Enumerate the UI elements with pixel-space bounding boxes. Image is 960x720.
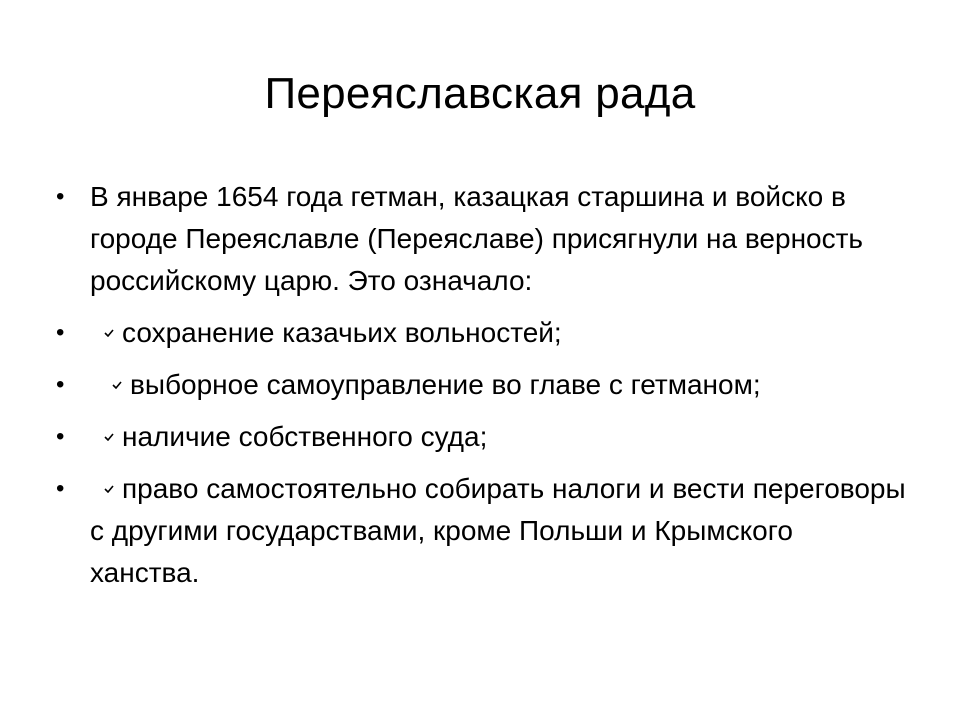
bullet-icon: •: [56, 371, 65, 398]
bullet-text: наличие собственного суда;: [122, 421, 488, 452]
bullet-item-court: [56, 416, 906, 458]
checkmark-icon: [104, 485, 114, 493]
bullet-icon: •: [56, 319, 65, 346]
bullet-text: право самостоятельно собирать налоги и вести переговоры с другими государствами, кроме Польши и Крымского ханства.: [90, 473, 906, 588]
checkmark-icon: [104, 329, 114, 337]
bullet-item-intro: [56, 176, 906, 302]
bullet-text: выборное самоуправление во главе с гетманом;: [130, 369, 761, 400]
bullet-icon: •: [56, 475, 65, 502]
slide-title: Переяславская рада: [264, 69, 696, 118]
bullet-icon: •: [56, 183, 65, 210]
bullet-item-liberties: [56, 312, 906, 354]
bullet-text: В январе 1654 года гетман, казацкая старшина и войско в городе Переяславле (Переяславе) присягнули на верность российскому царю. Это означало:: [90, 181, 864, 296]
bullet-item-taxes-diplomacy: [56, 468, 906, 594]
bullet-item-self-government: [56, 364, 906, 406]
checkmark-icon: [104, 433, 114, 441]
bullet-list: [56, 176, 906, 604]
bullet-text: сохранение казачьих вольностей;: [122, 317, 562, 348]
checkmark-icon: [112, 381, 122, 389]
bullet-icon: •: [56, 423, 65, 450]
